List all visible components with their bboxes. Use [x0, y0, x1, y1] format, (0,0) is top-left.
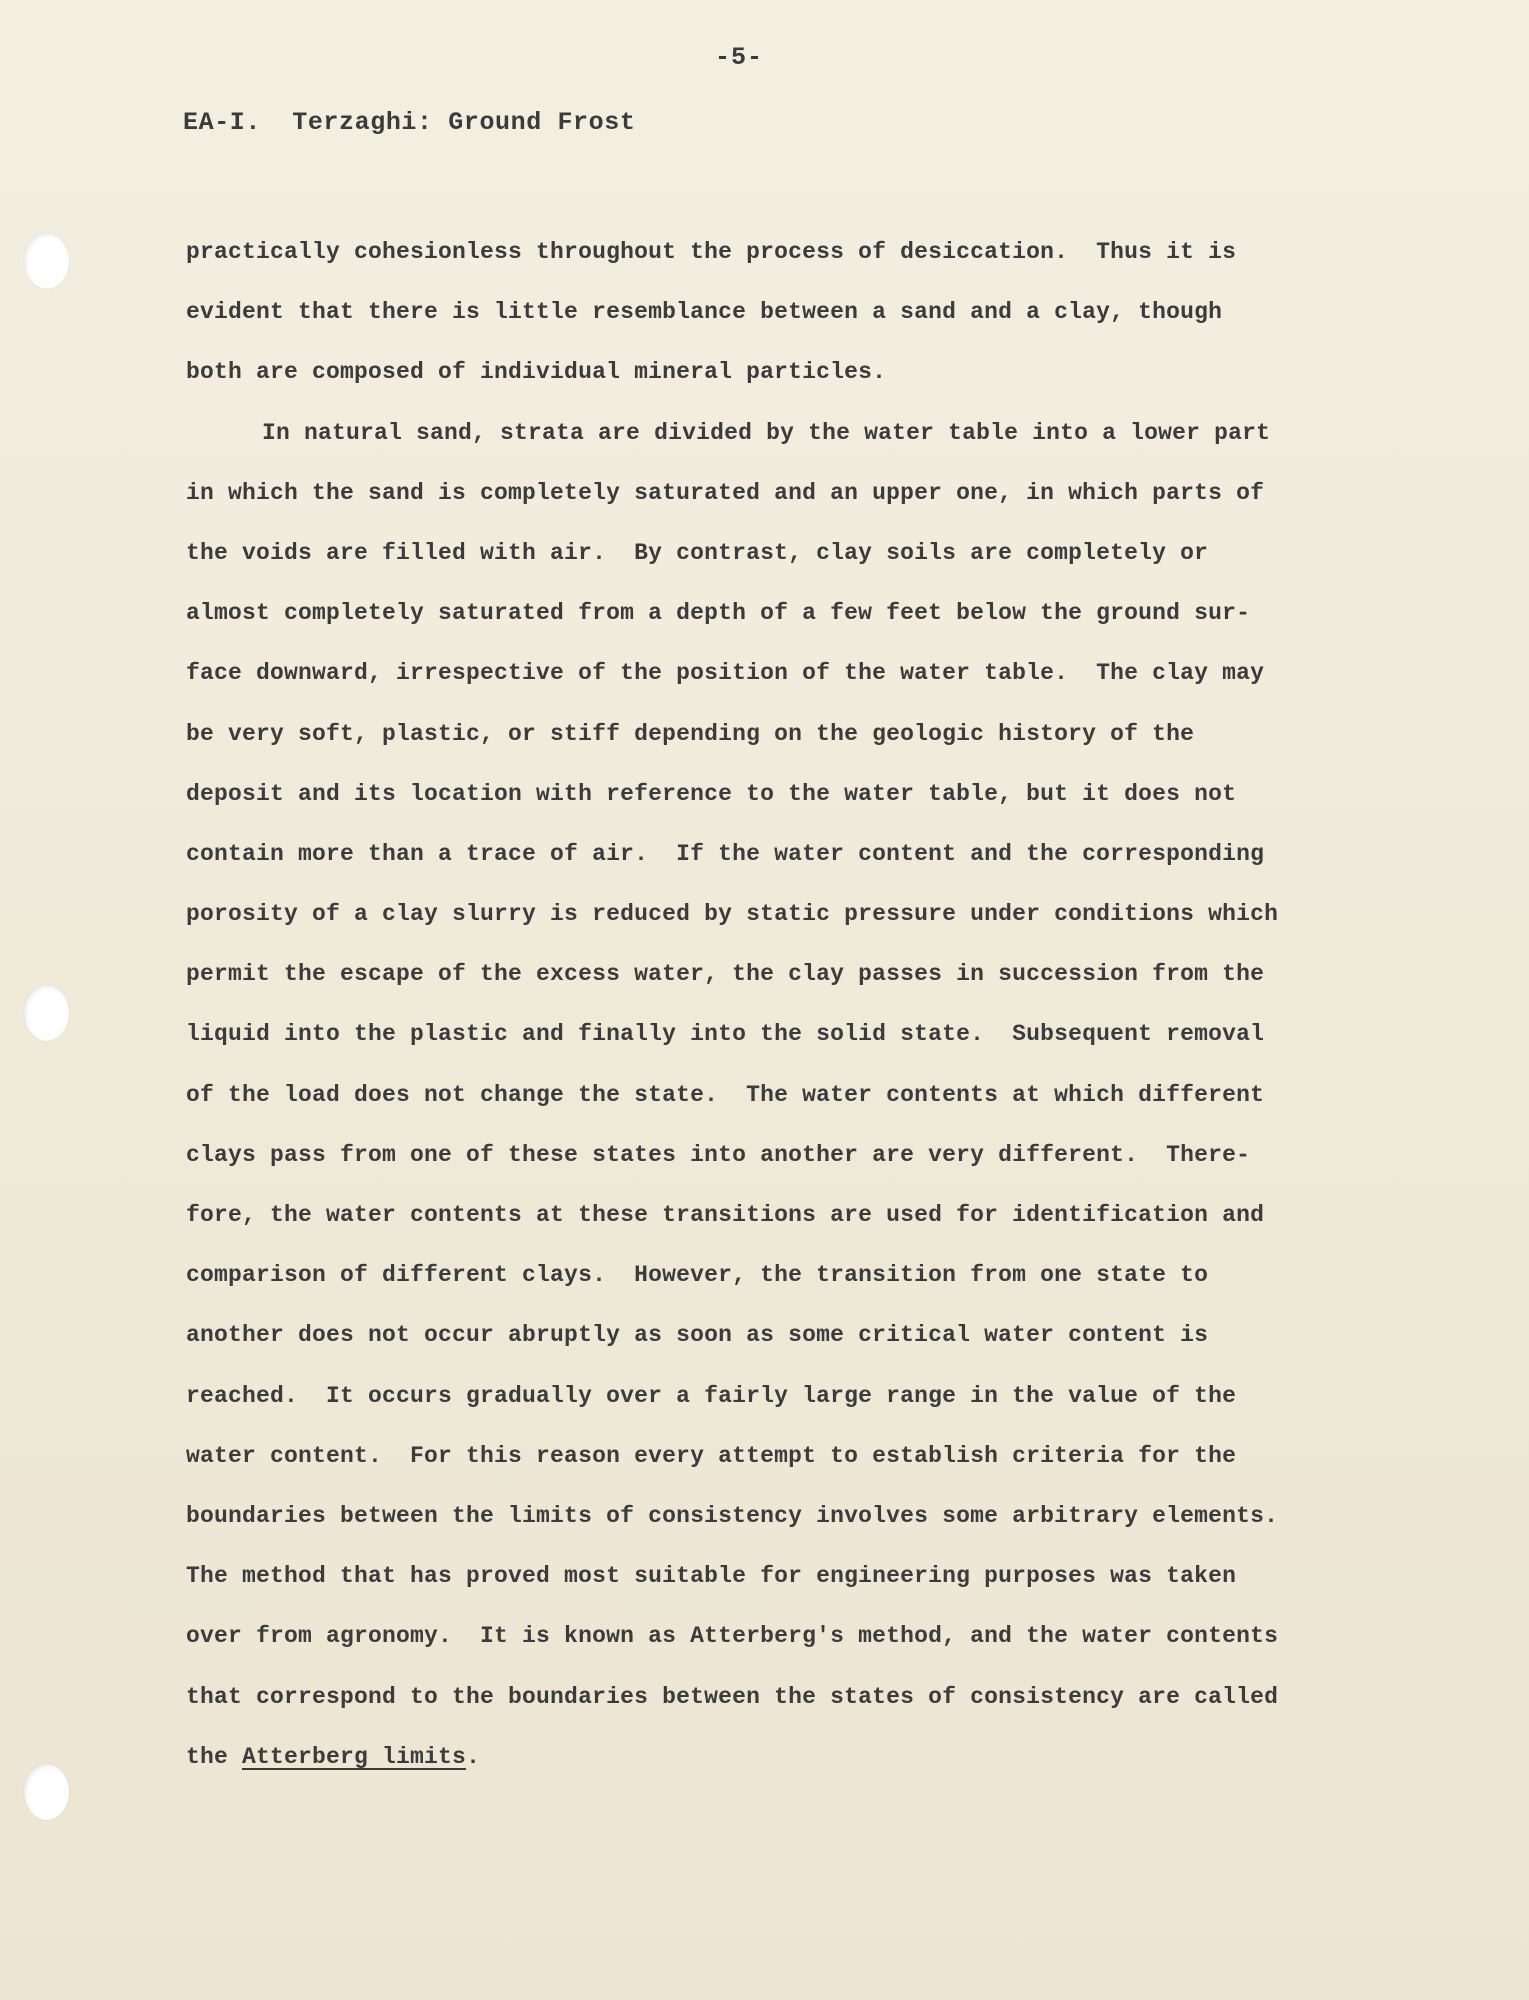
- text-line: in which the sand is completely saturated and an upper one, in which parts of: [186, 479, 1265, 506]
- text-line: porosity of a clay slurry is reduced by static pressure under conditions which: [186, 901, 1279, 928]
- text-line: boundaries between the limits of consistency involves some arbitrary elements.: [186, 1502, 1279, 1529]
- text-fragment: the: [186, 1743, 243, 1770]
- text-line: face downward, irrespective of the position of the water table. The clay may: [186, 660, 1265, 687]
- page-number: -5-: [715, 43, 764, 72]
- body-text: [186, 222, 1386, 1787]
- punch-hole: [24, 985, 69, 1041]
- text-line: clays pass from one of these states into another are very different. There-: [186, 1141, 1251, 1168]
- text-line: In natural sand, strata are divided by the water table into a lower part: [262, 419, 1271, 446]
- text-line: evident that there is little resemblance between a sand and a clay, though: [186, 299, 1223, 326]
- running-header: EA-I. Terzaghi: Ground Frost: [183, 108, 636, 137]
- text-line-last: [186, 1727, 1386, 1787]
- text-line: contain more than a trace of air. If the water content and the corresponding: [186, 840, 1265, 867]
- text-line: The method that has proved most suitable for engineering purposes was taken: [186, 1563, 1237, 1590]
- text-line: the voids are filled with air. By contrast, clay soils are completely or: [186, 539, 1209, 566]
- text-line: almost completely saturated from a depth of a few feet below the ground sur-: [186, 600, 1251, 627]
- text-line: over from agronomy. It is known as Atterberg's method, and the water contents: [186, 1623, 1279, 1650]
- text-line: reached. It occurs gradually over a fairly large range in the value of the: [186, 1382, 1237, 1409]
- punch-hole: [24, 1764, 69, 1820]
- text-line: be very soft, plastic, or stiff depending on the geologic history of the: [186, 720, 1195, 747]
- text-line: deposit and its location with reference to the water table, but it does not: [186, 780, 1237, 807]
- text-line: liquid into the plastic and finally into the solid state. Subsequent removal: [186, 1021, 1265, 1048]
- text-line: comparison of different clays. However, the transition from one state to: [186, 1262, 1209, 1289]
- text-line: practically cohesionless throughout the process of desiccation. Thus it is: [186, 239, 1237, 265]
- text-line: another does not occur abruptly as soon as some critical water content is: [186, 1322, 1209, 1349]
- text-line: permit the escape of the excess water, the clay passes in succession from the: [186, 961, 1265, 988]
- underlined-term: Atterberg limits: [242, 1743, 467, 1770]
- text-line: fore, the water contents at these transitions are used for identification and: [186, 1202, 1265, 1228]
- text-line: that correspond to the boundaries between the states of consistency are called: [186, 1683, 1279, 1710]
- text-line: of the load does not change the state. The water contents at which different: [186, 1081, 1265, 1108]
- text-fragment: .: [466, 1743, 481, 1770]
- text-line: both are composed of individual mineral particles.: [186, 359, 887, 386]
- punch-hole: [24, 233, 69, 289]
- text-line: water content. For this reason every attempt to establish criteria for the: [186, 1442, 1237, 1469]
